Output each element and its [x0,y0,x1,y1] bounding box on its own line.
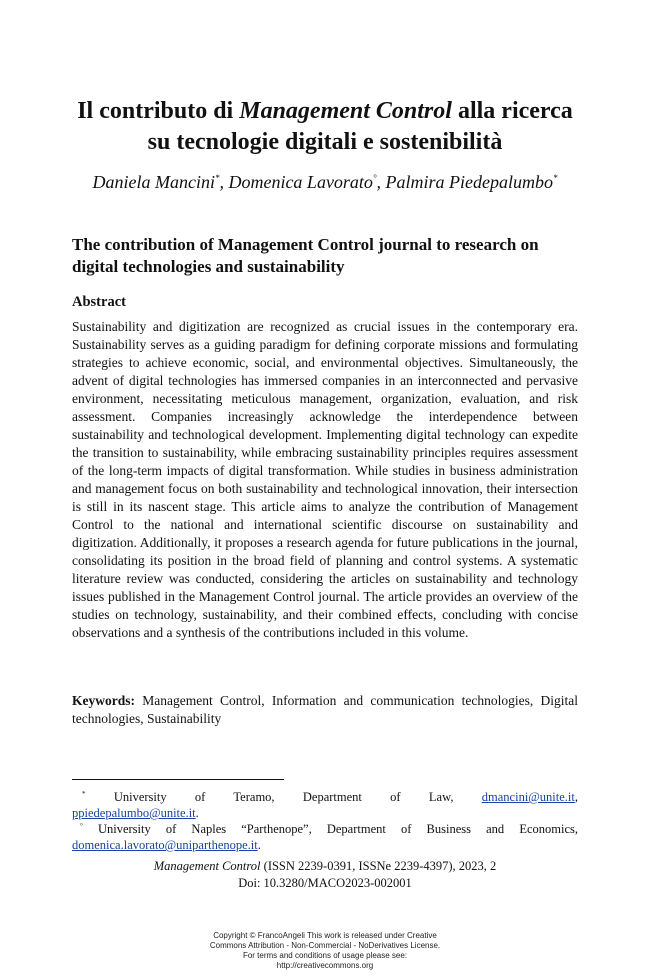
keywords-label: Keywords: [72,693,135,708]
footnote-mark: * [82,789,86,798]
author-name: Palmira Piedepalumbo [385,172,554,192]
title-prefix: Il contributo di [77,98,240,124]
footnote-divider [72,779,284,780]
keywords [72,692,578,728]
keywords-text: Management Control, Information and communication technologies, Digital technologies, Sustainability [72,693,578,726]
author-affiliation-mark: * [553,173,558,183]
footnotes [72,789,578,853]
doi: Doi: 10.3280/MACO2023-002001 [238,876,412,890]
journal-issue-line [72,858,578,875]
author-name: Daniela Mancini [92,172,215,192]
footnote-end: . [257,838,261,852]
title-line-1 [40,96,610,127]
copyright-line: For terms and conditions of usage please see: [242,951,408,960]
author-separator: , [376,172,386,192]
footnote-separator: , [574,790,578,804]
copyright-line: Commons Attribution - Non-Commercial - NoDerivatives License. [209,941,441,950]
footnote-mark: ° [80,821,83,830]
footnote-end: . [195,806,199,820]
author-name: Domenica Lavorato [228,172,373,192]
author-list [40,171,610,193]
footnote-text: University of Naples “Parthenope”, Department of Business and Economics, [82,822,578,836]
paper-title [40,96,610,158]
abstract-heading: Abstract [72,294,126,310]
copyright-line: Copyright © FrancoAngeli This work is released under Creative [213,931,437,940]
footnote-affiliation-teramo [72,789,578,805]
title-line-2: su tecnologie digitali e sostenibilità [147,129,503,155]
footnote-text: University of Teramo, Department of Law, [85,790,482,804]
abstract-text: Sustainability and digitization are recognized as crucial issues in the contemporary era. Sustainability serves as a guiding paradigm for defining corporate missions and formulating strategies to achieve economic, social, and environmental objectives. Simultaneously, the advent of digital technologies has immersed companies in an interconnected and pervasive environment, necessitating meticulous management, organization, evaluation, and risk assessment. Companies increasingly acknowledge the interdependence between sustainability and technological development. Implementing digital technology can expedite the transition to sustainability, while embracing sustainability principles requires assessment of the long-term impacts of digital transformation. While studies in business administration and management focus on both sustainability and technological innovation, their intersection is still in its nascent stage. This article aims to analyze the contribution of Management Control to the national and international scientific discourse on sustainability and digitization. Additionally, it proposes a research agenda for future publications in the journal, consolidating its position in the broad field of planning and control systems. A systematic literature review was conducted, considering the articles on sustainability and technology issues published in the Management Control journal. The article provides an overview of the studies on technology, sustainability, and their combined effects, concluding with concise observations and a synthesis of the contributions included in this volume. [72,319,578,640]
copyright-link[interactable]: http://creativecommons.org [276,961,374,970]
journal-citation [72,858,578,892]
author-affiliation-mark: ° [372,173,377,183]
author-separator: , [219,172,229,192]
email-link[interactable]: domenica.lavorato@uniparthenope.it [72,838,258,852]
journal-name: Management Control [153,859,261,873]
copyright-notice [150,931,500,971]
journal-issue: (ISSN 2239-0391, ISSNe 2239-4397), 2023, 2 [260,859,497,873]
title-suffix: alla ricerca [451,98,573,124]
email-link[interactable]: ppiedepalumbo@unite.it [72,806,196,820]
author-affiliation-mark: * [214,173,220,183]
footnote-affiliation-teramo-cont [72,805,578,821]
title-journal-name: Management Control [239,98,452,124]
email-link[interactable]: dmancini@unite.it [481,790,575,804]
english-title: The contribution of Management Control journal to research on digital technologies and sustainability [72,235,539,276]
footnote-affiliation-naples [72,821,578,853]
